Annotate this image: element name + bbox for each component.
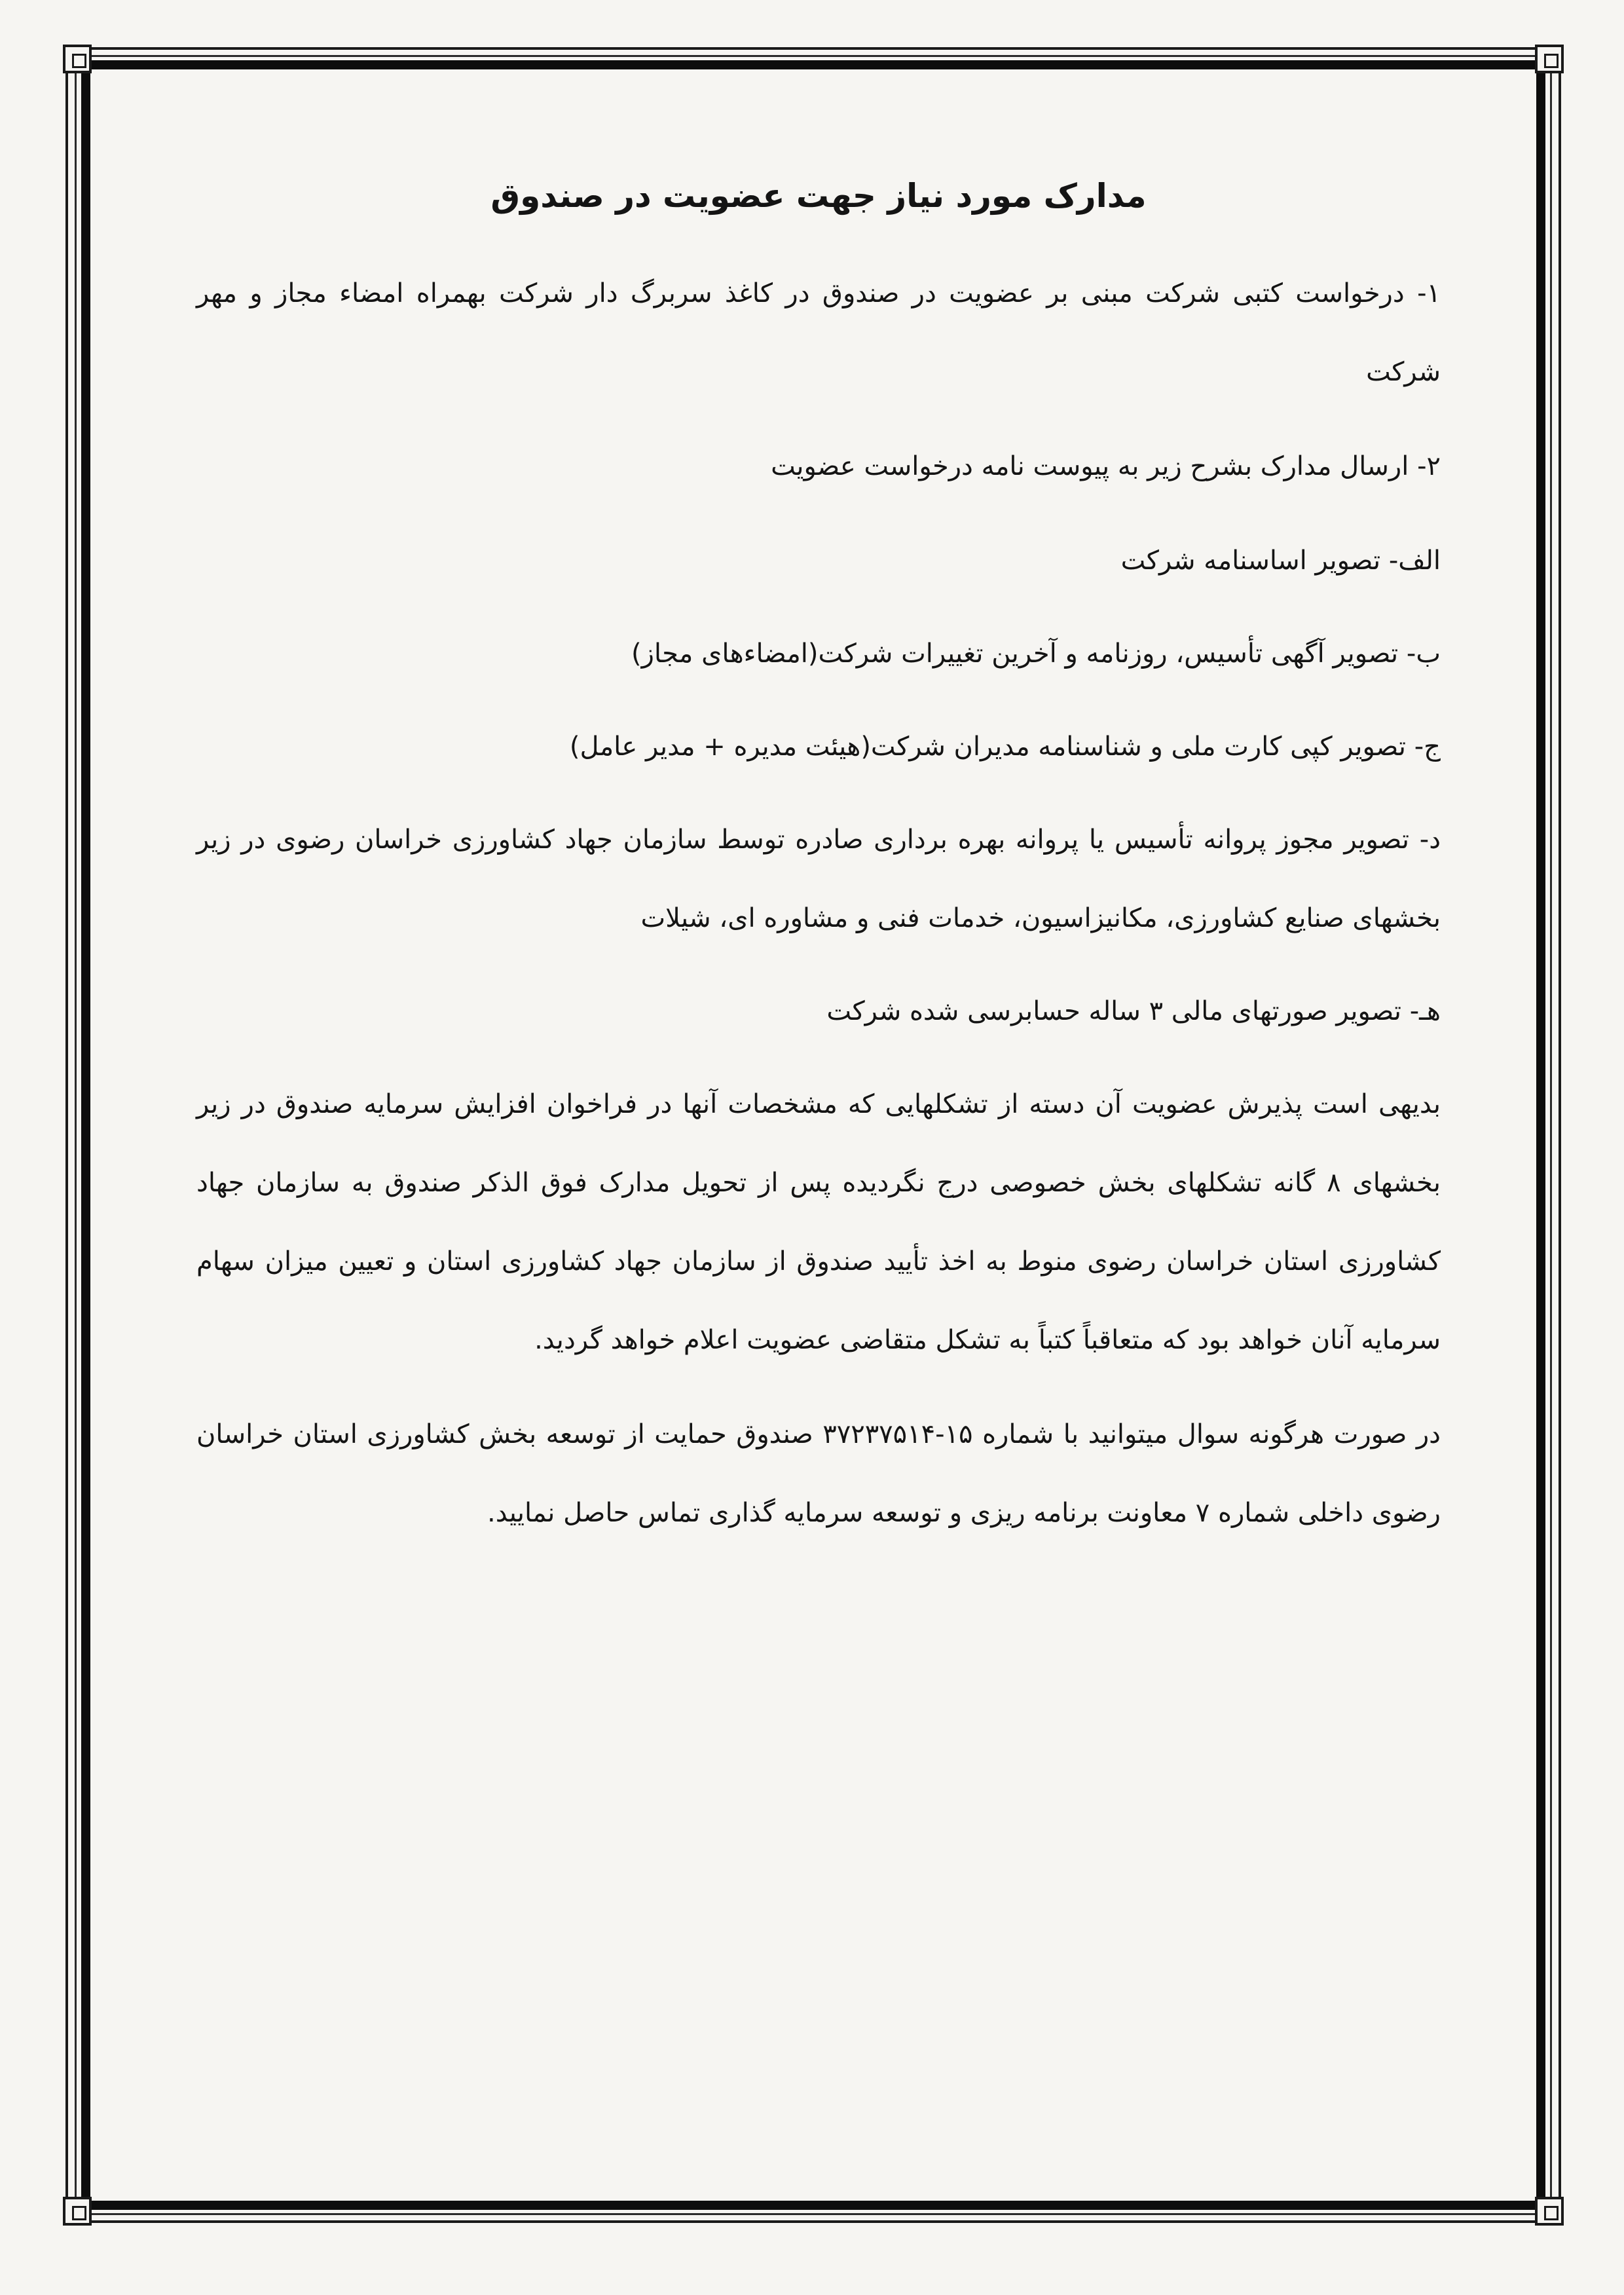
sub-item-articles-of-association: الف- تصویر اساسنامه شرکت — [1120, 546, 1441, 576]
document-body — [196, 177, 1441, 1568]
sub-item-financial-statements: هـ- تصویر صورتهای مالی ۳ ساله حسابرسی شده شرکت — [826, 996, 1441, 1026]
border-corner-ornament — [1535, 2197, 1564, 2226]
sub-item-registration-notice: ب- تصویر آگهی تأسیس، روزنامه و آخرین تغییرات شرکت(امضاءهای مجاز) — [631, 639, 1441, 669]
sub-item-establishment-license: د- تصویر مجوز پروانه تأسیس یا پروانه بهره برداری صادره توسط سازمان جهاد کشاورزی خراسان رضوی در زیر بخشهای صنایع کشاورزی، مکانیزاسیون، خدمات فنی و مشاوره ای، شیلات — [196, 825, 1441, 933]
requirement-item-send-documents: ۲- ارسال مدارک بشرح زیر به پیوست نامه درخواست عضویت — [771, 451, 1441, 481]
membership-acceptance-note: بدیهی است پذیرش عضویت آن دسته از تشکلهایی که مشخصات آنها در فراخوان افزایش سرمایه صندوق در زیر بخشهای ۸ گانه تشکلهای بخش خصوصی درج نگردیده پس از تحویل مدارک فوق الذکر صندوق به سازمان جهاد کشاورزی استان خراسان رضوی منوط به اخذ تأیید صندوق از سازمان جهاد کشاورزی استان و تعیین میزان سهام سرمایه آنان خواهد بود که متعاقباً کتباً به تشکل متقاضی عضویت اعلام خواهد گردید. — [196, 1089, 1441, 1355]
border-corner-ornament — [1535, 45, 1564, 73]
requirement-item-written-request: ۱- درخواست کتبی شرکت مبنی بر عضویت در صندوق در کاغذ سربرگ دار شرکت بهمراه امضاء مجاز و مهر شرکت — [196, 278, 1441, 387]
border-corner-ornament — [63, 2197, 92, 2226]
contact-information: در صورت هرگونه سوال میتوانید با شماره ۱۵-۳۷۲۳۷۵۱۴ صندوق حمایت از توسعه بخش کشاورزی استان خراسان رضوی داخلی شماره ۷ معاونت برنامه ریزی و توسعه سرمایه گذاری تماس حاصل نمایید. — [196, 1419, 1441, 1528]
border-corner-ornament — [63, 45, 92, 73]
document-title: مدارک مورد نیاز جهت عضویت در صندوق — [490, 177, 1147, 215]
sub-item-national-id-copies: ج- تصویر کپی کارت ملی و شناسنامه مدیران شرکت(هیئت مدیره + مدیر عامل) — [569, 732, 1441, 762]
